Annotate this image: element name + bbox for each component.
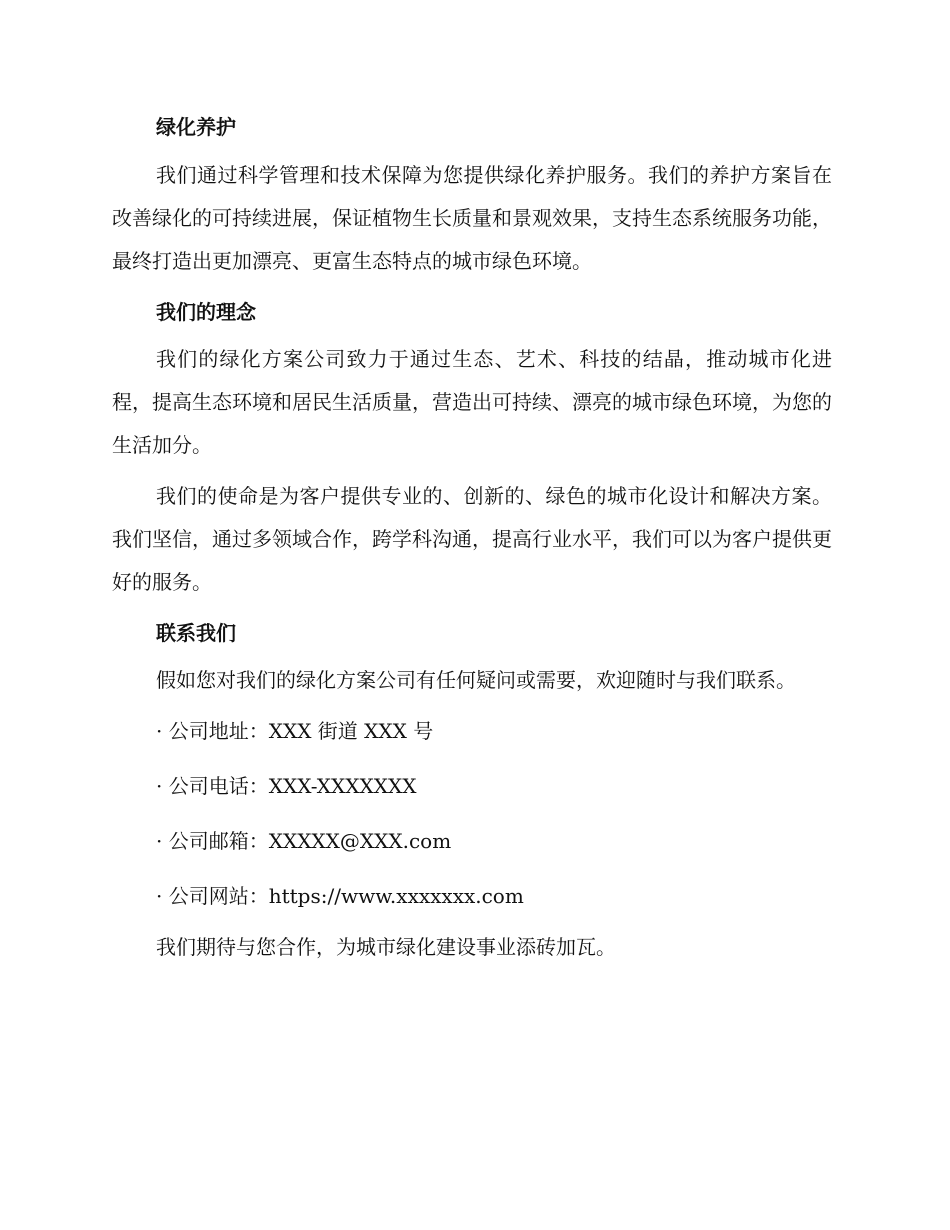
closing-paragraph: 我们期待与您合作，为城市绿化建设事业添砖加瓦。	[156, 935, 616, 959]
section-heading-contact: 联系我们	[156, 621, 236, 645]
contact-intro: 假如您对我们的绿化方案公司有任何疑问或需要，欢迎随时与我们联系。	[156, 668, 796, 692]
maintenance-paragraph: 我们通过科学管理和技术保障为您提供绿化养护服务。我们的养护方案旨在改善绿化的可持续进展，保证植物生长质量和景观效果，支持生态系统服务功能，最终打造出更加漂亮、更富生态特点的城市绿色环境。	[112, 163, 832, 273]
philosophy-paragraph-2: 我们的使命是为客户提供专业的、创新的、绿色的城市化设计和解决方案。我们坚信，通过多领域合作，跨学科沟通，提高行业水平，我们可以为客户提供更好的服务。	[112, 484, 832, 594]
section-heading-maintenance: 绿化养护	[156, 115, 236, 139]
contact-website: · 公司网站：https://www.xxxxxxx.com	[156, 884, 524, 908]
document-page	[112, 110, 832, 969]
contact-email: · 公司邮箱：XXXXX@XXX.com	[156, 829, 452, 853]
section-heading-philosophy: 我们的理念	[156, 300, 256, 324]
contact-phone: · 公司电话：XXX-XXXXXXX	[156, 774, 417, 798]
philosophy-paragraph-1: 我们的绿化方案公司致力于通过生态、艺术、科技的结晶，推动城市化进程，提高生态环境和居民生活质量，营造出可持续、漂亮的城市绿色环境，为您的生活加分。	[112, 347, 832, 457]
contact-address: · 公司地址：XXX 街道 XXX 号	[156, 719, 434, 743]
